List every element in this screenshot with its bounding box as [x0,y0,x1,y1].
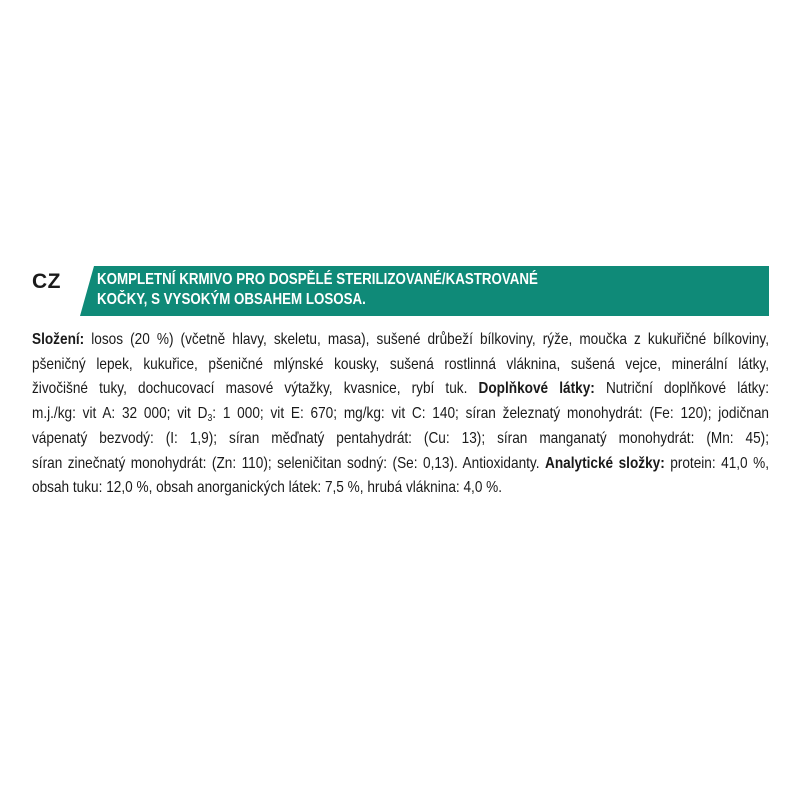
composition-line [32,328,769,353]
additives-line6-text: síran zinečnatý monohydrát: (Zn: 110); seleničitan sodný: (Se: 0,13). Antioxidanty. [32,454,545,472]
product-title-line1: KOMPLETNÍ KRMIVO PRO DOSPĚLÉ STERILIZOVANÉ/KASTROVANÉ [97,271,538,288]
analytical-line: obsah tuku: 12,0 %, obsah anorganických látek: 7,5 %, hrubá vláknina: 4,0 %. [32,479,503,497]
analytical-label: Analytické složky: [544,454,665,472]
language-code: CZ [32,270,61,293]
additives-line [32,402,769,427]
composition-line1-text: losos (20 %) (včetně hlavy, skeletu, masa), sušené drůbeží bílkoviny, rýže, moučka z kukuřičné bílkoviny, [84,331,770,348]
composition-line [32,377,769,402]
composition-text [32,328,769,501]
additives-line: vápenatý bezvodý: (I: 1,9); síran měďnatý pentahydrát: (Cu: 13); síran manganatý monohydrát: (Mn: 45); [32,429,770,447]
analytical-line6-text: protein: 41,0 %, [664,454,770,472]
additives-line4-pre: m.j./kg: vit A: 32 000; vit D [32,405,208,423]
vitamin-d-subscript: 3 [207,413,213,425]
additives-line3-text: Nutriční doplňkové látky: [594,380,770,398]
composition-line: pšeničný lepek, kukuřice, pšeničné mlýnské kousky, sušená rostlinná vláknina, sušená vejce, minerální látky, [32,355,770,373]
composition-line3-text: živočišné tuky, dochucovací masové výtažky, kvasnice, rybí tuk. [32,380,479,398]
product-title-line2: KOČKY, S VYSOKÝM OBSAHEM LOSOSA. [97,291,366,308]
additives-line [32,452,769,477]
composition-label: Složení: [32,331,85,348]
additives-label: Doplňkové látky: [478,380,595,398]
additives-line4-post: : 1 000; vit E: 670; mg/kg: vit C: 140; síran železnatý monohydrát: (Fe: 120); jodičnan [212,405,769,423]
